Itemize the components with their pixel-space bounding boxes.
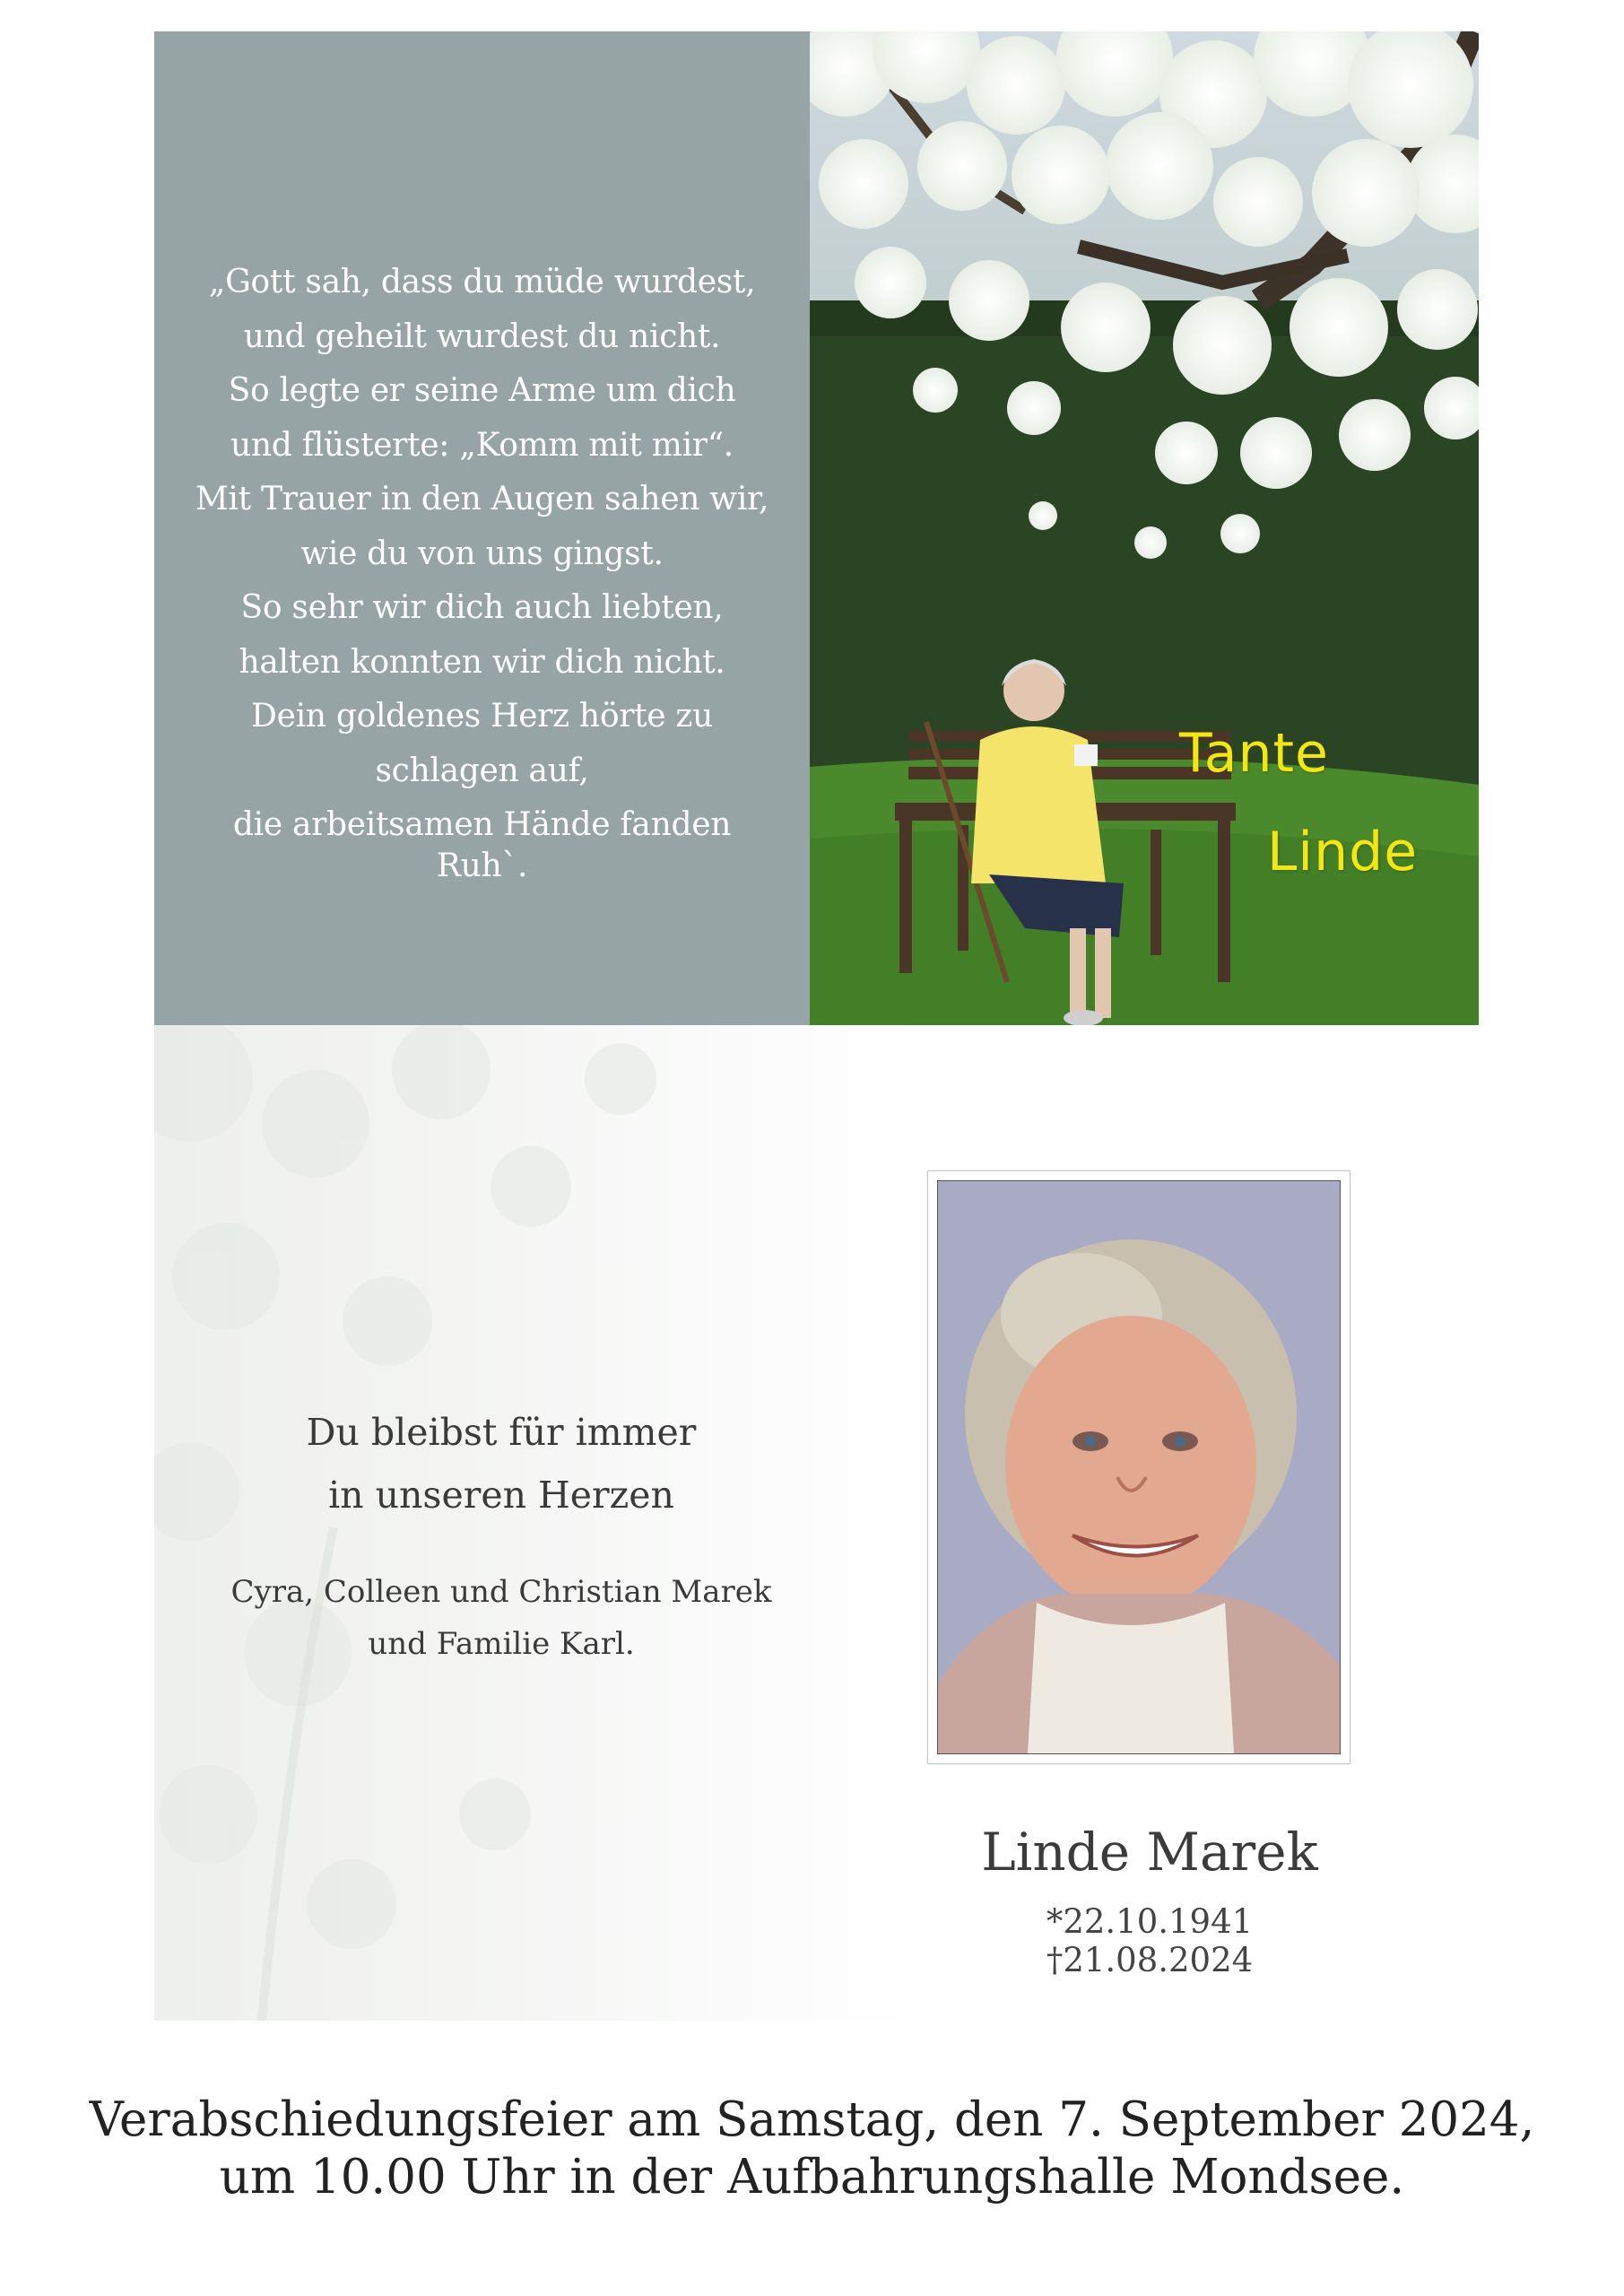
photo-caption-tante: Tante <box>1179 722 1329 785</box>
memory-line: in unseren Herzen <box>328 1474 674 1517</box>
ceremony-info <box>0 2092 1624 2206</box>
photo-caption-linde: Linde <box>1267 821 1419 883</box>
ceremony-line: Verabschiedungsfeier am Samstag, den 7. September 2024, <box>89 2092 1535 2147</box>
portrait-frame <box>927 1170 1350 1764</box>
poem-line: So legte er seine Arme um dich <box>228 372 736 409</box>
life-dates <box>916 1902 1383 1979</box>
poem-line: So sehr wir dich auch liebten, <box>240 589 724 626</box>
deceased-name: Linde Marek <box>981 1822 1318 1883</box>
garden-photo <box>810 31 1479 1025</box>
poem-line: Ruh`. <box>436 848 528 884</box>
ceremony-line: um 10.00 Uhr in der Aufbahrungshalle Mondsee. <box>219 2150 1405 2205</box>
poem-line: und geheilt wurdest du nicht. <box>243 317 721 355</box>
blossom-texture <box>154 1025 836 2021</box>
poem-line: „Gott sah, dass du müde wurdest, <box>208 264 756 300</box>
poem-line: die arbeitsamen Hände fanden <box>232 806 732 843</box>
poem-line: halten konnten wir dich nicht. <box>239 643 725 681</box>
poem-line: Mit Trauer in den Augen sahen wir, <box>195 481 769 517</box>
memory-line: Du bleibst für immer <box>306 1411 697 1454</box>
top-section <box>154 31 1479 1025</box>
poem-line: schlagen auf, <box>375 752 589 789</box>
family-line: und Familie Karl. <box>368 1626 635 1662</box>
poem-line: und flüsterte: „Komm mit mir“. <box>230 426 734 464</box>
death-date: †21.08.2024 <box>1046 1941 1254 1979</box>
portrait-photo <box>937 1180 1341 1754</box>
family-line: Cyra, Colleen und Christian Marek <box>230 1574 772 1610</box>
funeral-card <box>154 31 1479 2021</box>
bottom-section <box>154 1025 1479 2021</box>
poem-line: wie du von uns gingst. <box>300 535 664 572</box>
poem <box>190 256 774 887</box>
poem-line: Dein goldenes Herz hörte zu <box>251 698 713 735</box>
birth-date: *22.10.1941 <box>1046 1902 1254 1941</box>
portrait-illustration <box>938 1181 1340 1753</box>
poem-panel <box>154 31 810 1025</box>
